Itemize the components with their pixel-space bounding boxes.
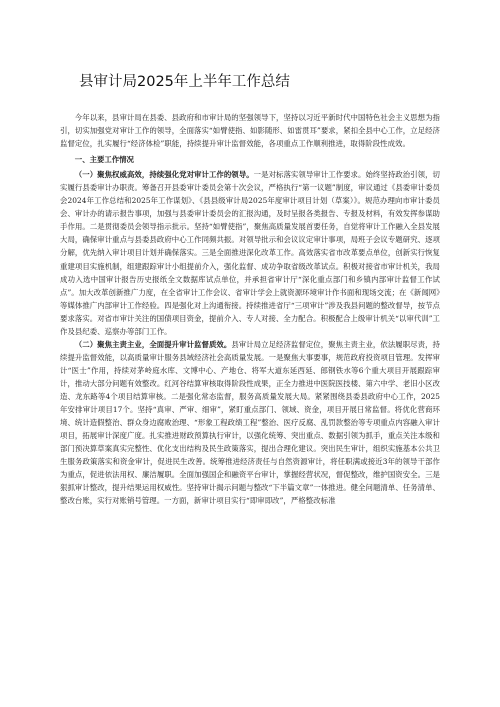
subsection-1-text: 一是对标落实领导审计工作要求。始终坚持政治引领，切实履行县委审计办职责。筹备召开县委审计委员会第十次会议，严格执行“第一议题”制度，审议通过《县委审计委员会2024年工作总结和2025年工作谋划》、《县县级审计局2025年度审计项目计划（草案）》。规范办理向市审计委员会、审计办的请示报告事项，加强与县委审计委员会的汇报沟通，及时呈报各类报告、专报及材料，有效发挥参谋助手作用。二是贯彻委员会领导指示批示。坚持“如臂使指”，聚焦高质量发展首要任务，自觉将审计工作融入全县发展大局，确保审计重点与县委县政府中心工作同频共振。对领导批示和会议议定审计事项，局班子会议专题研究、逐项分解，优先纳入审计项目计划并确保落实。三是全面推进深化改革工作。高效落实省市改革要点单位，创新实行恢复重建项目实施机制，组建跟踪审计小组提前介入，强化监督、成功争取省级改革试点。积极对接省市审计机关，我局成功入选中国审计报告历史报纸全文数据库试点单位，并承担省审计厅“深化重点部门和乡镇内部审计监督工作试点”。加大改革创新推广力度，在全省审计工作会议、省审计学会上就资源环境审计作书面和现场交流；在《新闻网》等媒体推广内部审计工作经验。四是强化对上沟通衔接。持续推进省厅“三项审计”涉及我县问题的整改督导，按节点要求落实。对省市审计关注的国债项目资金，提前介入、专人对接、全力配合。积极配合上级审计机关“以审代训”工作及县纪委、巡察办等部门工作。 [60, 170, 440, 336]
document-title: 县审计局2025年上半年工作总结 [79, 74, 290, 90]
section-heading: 一、主要工作情况 [74, 155, 134, 165]
subsection-1-paragraph [60, 168, 440, 338]
intro-paragraph: 今年以来，县审计局在县委、县政府和市审计局的坚强领导下，坚持以习近平新时代中国特色社会主义思想为指引，切实加强党对审计工作的领导，全面落实“如臂使指、如影随形、如雷贯耳”要求，紧扣全县中心工作，立足经济监督定位，扎实履行“经济体检”职能，持续提升审计监督效能，各项重点工作顺利推进，取得阶段性成效。 [60, 113, 440, 149]
subsection-2-paragraph [60, 338, 440, 508]
subsection-1-label: （一）聚焦权威高效，持续强化党对审计工作的领导。 [74, 170, 254, 180]
subsection-2-label: （二）聚焦主责主业，全面提升审计监督质效。 [74, 339, 232, 349]
subsection-2-text: 县审计局立足经济监督定位，聚焦主责主业，依法履职尽责，持续提升监督效能，以高质量审计服务县域经济社会高质量发展。一是聚焦大事要事，规范政府投资项目管理。发挥审计“医士”作用，持续对茅岭庭水库、文博中心、产地仓、将军大道东延西延、郎钢铁水等6个重大项目开展跟踪审计，推动大部分问题有效整改。红河谷结算审核取得阶段性成果，正全力推进中医院医技楼、第六中学、老旧小区改造、龙东路等4个项目结算审核。二是强化常态监督，服务高质量发展大局。紧紧围绕县委县政府中心工作，2025年安排审计项目17个。坚持“真审、严审、细审”，紧盯重点部门、领域、资金，项目开展日常监督。将优化营商环境、统计造假整治、群众身边腐败治理、“形象工程政绩工程”整治、医疗反腐、乱罚款整治等专项重点内容融入审计项目，拓展审计深度广度。扎实推进财政预算执行审计，以强化统筹、突出重点、数据引领为抓手，重点关注本级和部门预决算草案真实完整性、优化支出结构及民生政策落实，提出合理化建议。突出民生审计，组织实施基本公共卫生服务政策落实和资金审计，促进民生改善。统筹推进经济责任与自然资源审计，将任职满或接近3年的领导干部作为重点，促进依法用权、廉洁履职。全面加强国企和融资平台审计，掌握经营状况，督促整改，维护国资安全。三是狠抓审计整改，提升结果运用权威性。坚持审计揭示问题与整改“下半篇文章”一体推进。健全问题清单、任务清单、整改台账，实行对账销号管理。一方面，新审计项目实行“即审即改”，严格整改标准 [60, 339, 440, 506]
